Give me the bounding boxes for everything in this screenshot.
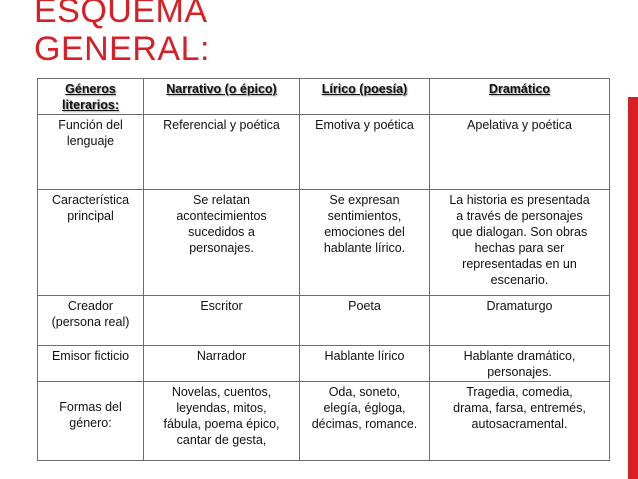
table-header-row [38, 79, 610, 115]
header-narrativo: Narrativo (o épico) [144, 79, 300, 115]
table-cell-dramatico: Apelativa y poética [430, 115, 610, 190]
table-row-creador [38, 296, 610, 346]
page-title: ESQUEMA GENERAL: [34, 0, 210, 68]
table-cell-lirico: Hablante lírico [300, 346, 430, 382]
table-cell-narrativo: Se relatan acontecimientos sucedidos a personajes. [144, 190, 300, 296]
table-row-caracteristica [38, 190, 610, 296]
table-cell-lirico: Oda, soneto, elegía, égloga, décimas, romance. [300, 382, 430, 461]
header-dramatico: Dramático [430, 79, 610, 115]
table-cell-narrativo: Novelas, cuentos, leyendas, mitos, fábula, poema épico, cantar de gesta, [144, 382, 300, 461]
table-row-funcion-lenguaje [38, 115, 610, 190]
row-label: Característica principal [38, 190, 144, 296]
table-cell-lirico: Se expresan sentimientos, emociones del hablante lírico. [300, 190, 430, 296]
table-cell-narrativo: Escritor [144, 296, 300, 346]
header-lirico: Lírico (poesía) [300, 79, 430, 115]
accent-bar [628, 97, 638, 479]
table-cell-dramatico: Tragedia, comedia, drama, farsa, entremés, autosacramental. [430, 382, 610, 461]
row-label: Emisor ficticio [38, 346, 144, 382]
table-cell-dramatico: Hablante dramático, personajes. [430, 346, 610, 382]
table-row-emisor [38, 346, 610, 382]
table-cell-lirico: Emotiva y poética [300, 115, 430, 190]
genres-table [37, 78, 610, 461]
header-generos-literarios: Géneros literarios: [38, 79, 144, 115]
table-cell-dramatico: Dramaturgo [430, 296, 610, 346]
row-label: Función del lenguaje [38, 115, 144, 190]
table-row-formas [38, 382, 610, 461]
row-label: Formas del género: [38, 382, 144, 461]
table-cell-narrativo: Narrador [144, 346, 300, 382]
table-cell-dramatico: La historia es presentada a través de personajes que dialogan. Son obras hechas para ser representadas en un escenario. [430, 190, 610, 296]
table-cell-narrativo: Referencial y poética [144, 115, 300, 190]
row-label: Creador (persona real) [38, 296, 144, 346]
table-cell-lirico: Poeta [300, 296, 430, 346]
